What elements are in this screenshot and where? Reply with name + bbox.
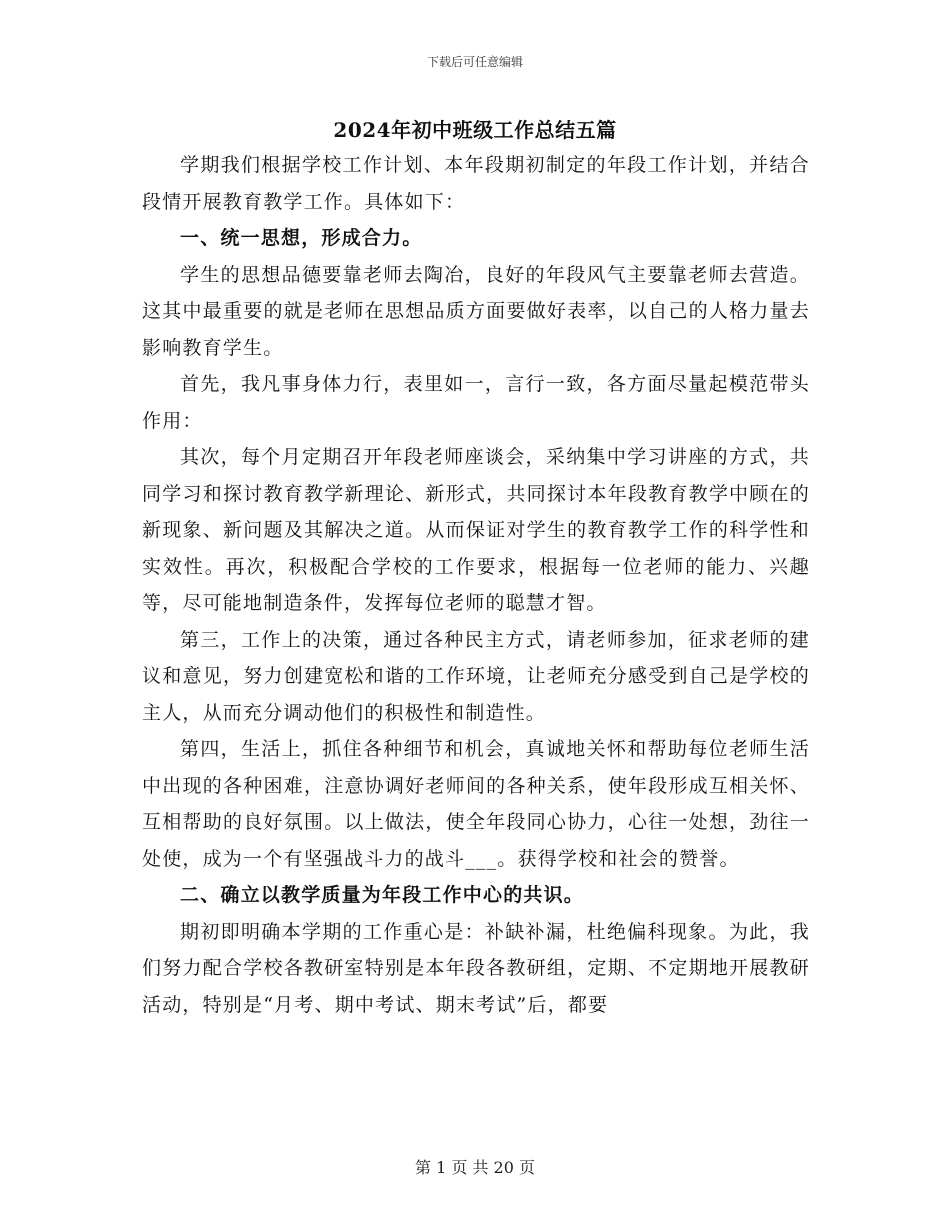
body-paragraph: 期初即明确本学期的工作重心是：补缺补漏，杜绝偏科现象。为此，我们努力配合学校各教研室特别是本年段各教研组，定期、不定期地开展教研活动，特别是“月考、期中考试、期末考试”后，都要 xyxy=(142,920,810,1016)
page-number: 第 1 页 共 20 页 xyxy=(415,1158,535,1177)
body-paragraph: 其次，每个月定期召开年段老师座谈会，采纳集中学习讲座的方式，共同学习和探讨教育教学新理论、新形式，共同探讨本年段教育教学中顾在的新现象、新问题及其解决之道。从而保证对学生的教育教学工作的科学性和实效性。再次，积极配合学校的工作要求，根据每一位老师的能力、兴趣等，尽可能地制造条件，发挥每位老师的聪慧才智。 xyxy=(142,446,810,614)
intro-paragraph: 学期我们根据学校工作计划、本年段期初制定的年段工作计划，并结合段情开展教育教学工作。具体如下： xyxy=(142,154,810,213)
section-heading-2: 二、确立以教学质量为年段工作中心的共识。 xyxy=(180,884,585,906)
section-heading-1: 一、统一思想，形成合力。 xyxy=(180,227,423,249)
body-paragraph: 第三，工作上的决策，通过各种民主方式，请老师参加，征求老师的建议和意见，努力创建宽松和谐的工作环境，让老师充分感受到自己是学校的主人，从而充分调动他们的积极性和制造性。 xyxy=(142,628,810,724)
document-title: 2024年初中班级工作总结五篇 xyxy=(333,118,617,142)
body-paragraph: 第四，生活上，抓住各种细节和机会，真诚地关怀和帮助每位老师生活中出现的各种困难，注意协调好老师间的各种关系，使年段形成互相关怀、互相帮助的良好氛围。以上做法，使全年段同心协力，心往一处想，劲往一处使，成为一个有坚强战斗力的战斗___。获得学校和社会的赞誉。 xyxy=(142,738,810,870)
header-note: 下载后可任意编辑 xyxy=(426,55,523,69)
body-paragraph: 首先，我凡事身体力行，表里如一，言行一致，各方面尽量起模范带头作用： xyxy=(142,373,810,432)
body-paragraph: 学生的思想品德要靠老师去陶冶，良好的年段风气主要靠老师去营造。这其中最重要的就是老师在思想品质方面要做好表率，以自己的人格力量去影响教育学生。 xyxy=(142,263,810,359)
document-body xyxy=(142,147,810,1023)
